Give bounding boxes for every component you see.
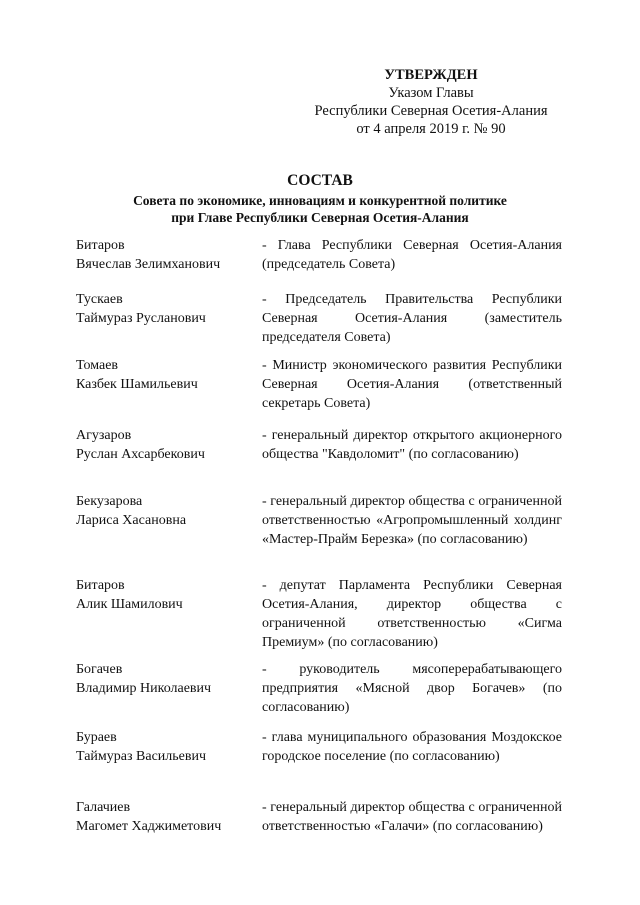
member-surname: Галачиев <box>76 800 131 815</box>
member-role: - глава муниципального образования Моздокское городское поселение (по согласованию) <box>262 730 562 764</box>
member-given-name: Владимир Николаевич <box>76 681 212 696</box>
member-surname: Томаев <box>76 358 119 373</box>
member-name <box>76 576 266 614</box>
member-role: - Министр экономического развития Республики Северная Осетия-Алания (ответственный секретарь Совета) <box>262 358 562 411</box>
approval-date: от 4 апреля 2019 г. № 90 <box>356 121 506 137</box>
member-given-name: Алик Шамилович <box>76 597 183 612</box>
title-heading: СОСТАВ <box>287 172 353 189</box>
member-surname: Агузаров <box>76 428 132 443</box>
approval-block <box>300 66 562 138</box>
title-subtitle: при Главе Республики Северная Осетия-Алания <box>171 210 469 225</box>
member-role: - руководитель мясоперерабатывающего предприятия «Мясной двор Богачев» (по согласованию) <box>262 662 562 715</box>
approval-line: Республики Северная Осетия-Алания <box>314 103 548 119</box>
member-name <box>76 492 266 530</box>
member-name <box>76 290 266 328</box>
member-role: - депутат Парламента Республики Северная Осетия-Алания, директор общества с ограниченной ответственностью «Сигма Премиум» (по согласованию) <box>262 578 562 650</box>
member-surname: Битаров <box>76 238 125 253</box>
member-role: - генеральный директор общества с ограниченной ответственностью «Галачи» (по согласованию) <box>262 800 562 834</box>
member-role: - Глава Республики Северная Осетия-Алания (председатель Совета) <box>262 238 562 272</box>
member-name <box>76 798 266 836</box>
member-surname: Богачев <box>76 662 123 677</box>
member-name <box>76 728 266 766</box>
member-given-name: Лариса Хасановна <box>76 513 187 528</box>
member-given-name: Таймураз Васильевич <box>76 749 206 764</box>
title-subtitle: Совета по экономике, инновациям и конкурентной политике <box>133 193 507 208</box>
approval-stamp: УТВЕРЖДЕН <box>384 67 478 83</box>
member-given-name: Вячеслав Зелимханович <box>76 257 221 272</box>
member-given-name: Казбек Шамильевич <box>76 377 198 392</box>
member-given-name: Таймураз Русланович <box>76 311 206 326</box>
member-surname: Тускаев <box>76 292 123 307</box>
member-surname: Битаров <box>76 578 125 593</box>
member-name <box>76 426 266 464</box>
approval-line: Указом Главы <box>388 85 474 101</box>
member-name <box>76 356 266 394</box>
member-given-name: Руслан Ахсарбекович <box>76 447 205 462</box>
member-surname: Бекузарова <box>76 494 143 509</box>
member-name <box>76 236 266 274</box>
member-role: - генеральный директор открытого акционерного общества "Кавдоломит" (по согласованию) <box>262 428 562 462</box>
member-role: - генеральный директор общества с ограниченной ответственностью «Агропромышленный холдинг «Мастер-Прайм Березка» (по согласованию) <box>262 494 562 547</box>
member-role: - Председатель Правительства Республики Северная Осетия-Алания (заместитель председателя Совета) <box>262 292 562 345</box>
member-given-name: Магомет Хаджиметович <box>76 819 222 834</box>
member-name <box>76 660 266 698</box>
member-surname: Бураев <box>76 730 117 745</box>
document-title <box>40 171 600 226</box>
